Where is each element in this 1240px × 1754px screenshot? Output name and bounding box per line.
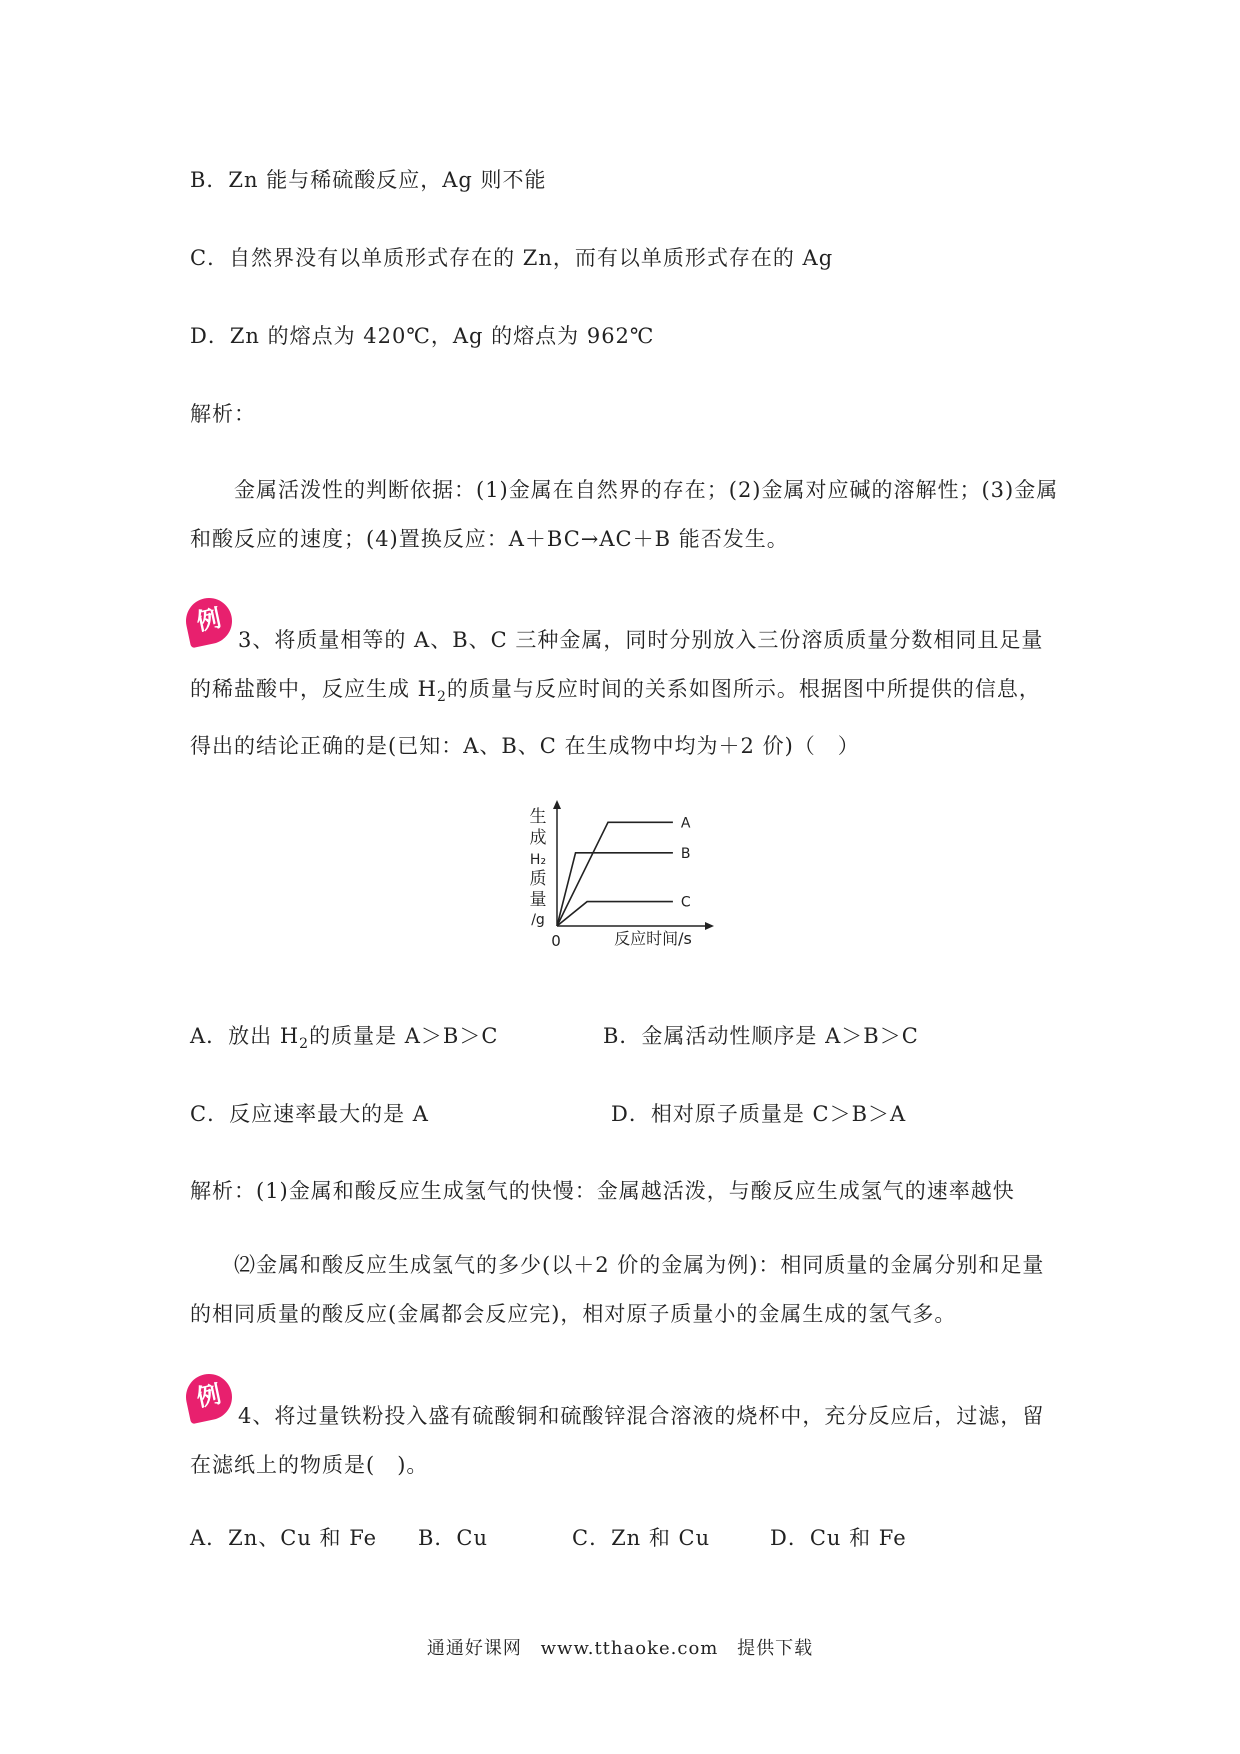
x-axis-label: 反应时间/s — [614, 929, 692, 948]
y-axis-label — [530, 807, 547, 928]
example-badge-4: 例 — [182, 1370, 237, 1425]
ex3-option-c: C．反应速率最大的是 A — [190, 1102, 429, 1126]
ex4-option-d: D．Cu 和 Fe — [770, 1526, 907, 1550]
ex3-option-a — [190, 1020, 498, 1052]
analysis-label: 解析： — [190, 402, 256, 426]
series-layer — [557, 815, 691, 926]
origin-label: 0 — [551, 932, 561, 950]
y-label-char: 生 — [529, 807, 547, 827]
series-line-c — [557, 902, 673, 926]
footer-note: 提供下载 — [737, 1638, 814, 1659]
series-label-c: C — [680, 894, 691, 911]
example-3-question — [190, 616, 1060, 771]
x-axis-arrow — [705, 922, 714, 930]
example-3-text-1: 3、将质量相等的 A、B、C 三种金属，同时分别放入三份溶质质量分数相同且足量的稀盐酸中，反应生成 H — [190, 628, 1044, 701]
ex3-option-b: B．金属活动性顺序是 A＞B＞C — [603, 1024, 919, 1048]
option-c-line: C．自然界没有以单质形式存在的 Zn，而有以单质形式存在的 Ag — [190, 246, 834, 270]
ex3-option-a-text: A．放出 H — [190, 1024, 300, 1048]
series-label-a: A — [680, 815, 691, 832]
y-label-char: 量 — [529, 890, 547, 910]
ex4-option-a: A．Zn、Cu 和 Fe — [190, 1526, 378, 1550]
example-badge-3: 例 — [182, 594, 237, 649]
y-label-char: H₂ — [529, 852, 547, 868]
ex3-option-d: D．相对原子质量是 C＞B＞A — [611, 1102, 907, 1126]
example-4-question: 4、将过量铁粉投入盛有硫酸铜和硫酸锌混合溶液的烧杯中，充分反应后，过滤，留在滤纸上的物质是( )。 — [190, 1404, 1045, 1477]
ex3-analysis-2: ⑵金属和酸反应生成氢气的多少(以＋2 价的金属为例)：相同质量的金属分别和足量的相同质量的酸反应(金属都会反应完)，相对原子质量小的金属生成的氢气多。 — [190, 1253, 1045, 1326]
option-b-line: B．Zn 能与稀硫酸反应，Ag 则不能 — [190, 168, 547, 192]
y-axis-arrow — [553, 800, 561, 809]
ex3-analysis-1: 解析：(1)金属和酸反应生成氢气的快慢：金属越活泼，与酸反应生成氢气的速率越快 — [190, 1179, 1015, 1203]
ex3-option-a-sub: 2 — [299, 1036, 310, 1053]
h2-subscript: 2 — [437, 689, 447, 706]
y-label-char: 成 — [529, 828, 547, 848]
ex4-option-b: B．Cu — [418, 1526, 489, 1550]
footer-url[interactable]: www.tthaoke.com — [540, 1638, 719, 1659]
footer-site: 通通好课网 — [426, 1638, 522, 1659]
footer — [0, 1634, 1240, 1660]
series-label-b: B — [680, 845, 691, 862]
option-d-line: D．Zn 的熔点为 420℃，Ag 的熔点为 962℃ — [190, 324, 655, 348]
series-line-a — [557, 822, 673, 926]
ex4-option-c: C．Zn 和 Cu — [572, 1526, 711, 1550]
y-label-char: /g — [531, 912, 545, 928]
example-3-text-2: 的质量与反应时间的关系如图所示。根据图中所提供的信息，得出的结论正确的是(已知：A、B、C 在生成物中均为＋2 价)（ ） — [190, 677, 1041, 759]
y-label-char: 质 — [529, 869, 547, 889]
analysis-paragraph-1: 金属活泼性的判断依据：(1)金属在自然界的存在；(2)金属对应碱的溶解性；(3)金属和酸反应的速度；(4)置换反应：A＋BC→AC＋B 能否发生。 — [190, 478, 1059, 551]
reaction-chart — [520, 798, 740, 958]
ex3-option-a-text-2: 的质量是 A＞B＞C — [309, 1024, 499, 1048]
